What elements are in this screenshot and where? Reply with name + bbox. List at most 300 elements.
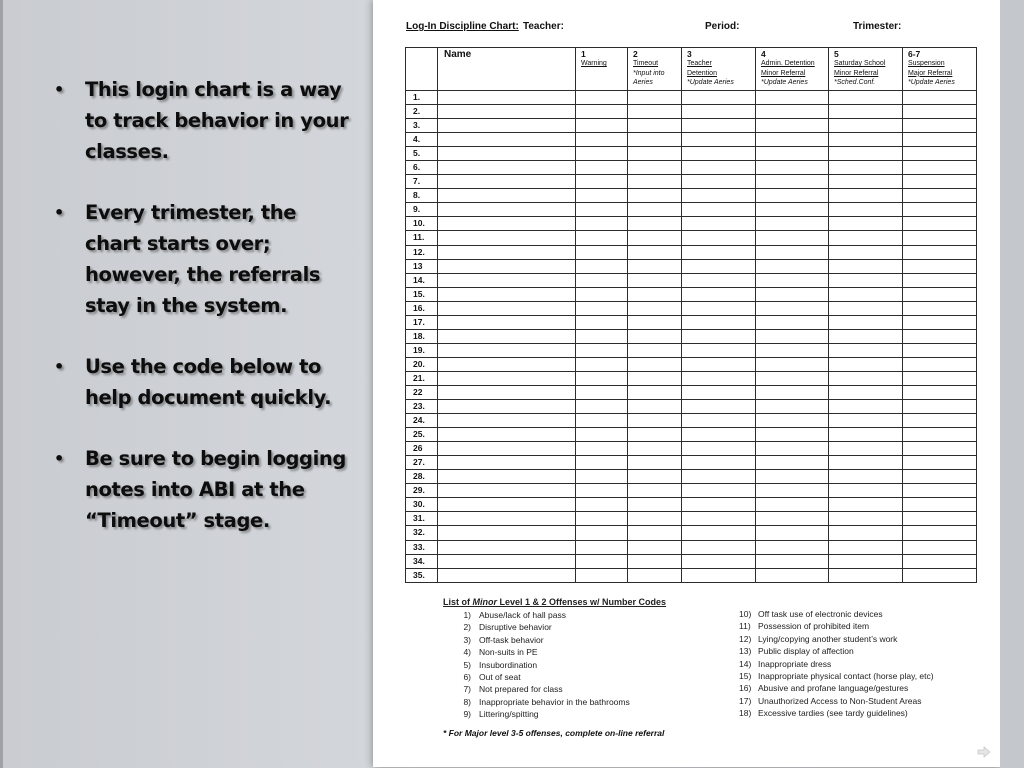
timeout-cell[interactable] [628, 498, 682, 512]
name-cell[interactable] [438, 301, 576, 315]
timeout-cell[interactable] [628, 456, 682, 470]
name-cell[interactable] [438, 259, 576, 273]
timeout-cell[interactable] [628, 442, 682, 456]
row-number-header [406, 48, 438, 91]
admin-detention-cell[interactable] [756, 484, 829, 498]
suspension-cell[interactable] [903, 217, 977, 231]
offense-text: Inappropriate dress [758, 658, 832, 669]
warning-cell[interactable] [576, 470, 628, 484]
saturday-school-cell[interactable] [829, 371, 903, 385]
teacher-detention-cell[interactable] [682, 526, 756, 540]
name-cell[interactable] [438, 456, 576, 470]
warning-cell[interactable] [576, 189, 628, 203]
admin-detention-cell[interactable] [756, 329, 829, 343]
name-cell[interactable] [438, 554, 576, 568]
suspension-cell[interactable] [903, 540, 977, 554]
admin-detention-cell[interactable] [756, 245, 829, 259]
table-row [406, 371, 977, 385]
row-number: 6. [406, 161, 438, 175]
admin-detention-cell[interactable] [756, 512, 829, 526]
offense-item [739, 608, 934, 620]
teacher-detention-cell[interactable] [682, 456, 756, 470]
name-cell[interactable] [438, 245, 576, 259]
column-level-number: 1 [581, 49, 586, 59]
teacher-detention-cell[interactable] [682, 428, 756, 442]
name-cell[interactable] [438, 133, 576, 147]
teacher-detention-cell[interactable] [682, 315, 756, 329]
timeout-cell[interactable] [628, 161, 682, 175]
warning-cell[interactable] [576, 245, 628, 259]
saturday-school-cell[interactable] [829, 554, 903, 568]
teacher-detention-cell[interactable] [682, 554, 756, 568]
offense-text: Off-task behavior [479, 634, 544, 645]
admin-detention-cell[interactable] [756, 470, 829, 484]
warning-cell[interactable] [576, 273, 628, 287]
name-cell[interactable] [438, 203, 576, 217]
offense-code: 17) [739, 695, 752, 706]
warning-cell[interactable] [576, 428, 628, 442]
row-number: 26 [406, 442, 438, 456]
timeout-cell[interactable] [628, 217, 682, 231]
warning-cell[interactable] [576, 147, 628, 161]
teacher-detention-cell[interactable] [682, 414, 756, 428]
warning-cell[interactable] [576, 371, 628, 385]
timeout-cell[interactable] [628, 554, 682, 568]
warning-cell[interactable] [576, 315, 628, 329]
row-number: 11. [406, 231, 438, 245]
suspension-cell[interactable] [903, 105, 977, 119]
name-column-header: Name [438, 48, 576, 91]
saturday-school-cell[interactable] [829, 512, 903, 526]
suspension-cell[interactable] [903, 357, 977, 371]
admin-detention-cell[interactable] [756, 287, 829, 301]
name-cell[interactable] [438, 231, 576, 245]
admin-detention-cell[interactable] [756, 105, 829, 119]
timeout-cell[interactable] [628, 147, 682, 161]
timeout-cell[interactable] [628, 512, 682, 526]
suspension-cell[interactable] [903, 484, 977, 498]
timeout-cell[interactable] [628, 568, 682, 582]
warning-cell[interactable] [576, 91, 628, 105]
name-cell[interactable] [438, 287, 576, 301]
teacher-detention-cell[interactable] [682, 470, 756, 484]
teacher-detention-cell[interactable] [682, 175, 756, 189]
saturday-school-cell[interactable] [829, 301, 903, 315]
row-number: 4. [406, 133, 438, 147]
saturday-school-cell[interactable] [829, 259, 903, 273]
saturday-school-cell[interactable] [829, 91, 903, 105]
warning-cell[interactable] [576, 512, 628, 526]
suspension-cell[interactable] [903, 371, 977, 385]
offense-item [739, 620, 934, 632]
teacher-detention-cell[interactable] [682, 400, 756, 414]
suspension-cell[interactable] [903, 301, 977, 315]
column-note: *Update Aeries [761, 79, 808, 86]
admin-detention-cell[interactable] [756, 259, 829, 273]
warning-cell[interactable] [576, 329, 628, 343]
admin-detention-cell[interactable] [756, 189, 829, 203]
suspension-cell[interactable] [903, 526, 977, 540]
saturday-school-cell[interactable] [829, 428, 903, 442]
suspension-cell[interactable] [903, 470, 977, 484]
offense-code: 7) [463, 684, 471, 695]
offense-code: 2) [463, 622, 471, 633]
timeout-cell[interactable] [628, 400, 682, 414]
suspension-cell[interactable] [903, 385, 977, 399]
window-edge-right [1000, 0, 1024, 768]
teacher-detention-cell[interactable] [682, 484, 756, 498]
suspension-cell[interactable] [903, 175, 977, 189]
table-row [406, 287, 977, 301]
admin-detention-cell[interactable] [756, 119, 829, 133]
timeout-cell[interactable] [628, 91, 682, 105]
saturday-school-cell[interactable] [829, 231, 903, 245]
timeout-cell[interactable] [628, 484, 682, 498]
teacher-detention-cell[interactable] [682, 568, 756, 582]
timeout-cell[interactable] [628, 428, 682, 442]
timeout-cell[interactable] [628, 357, 682, 371]
timeout-cell[interactable] [628, 371, 682, 385]
suspension-cell[interactable] [903, 133, 977, 147]
timeout-cell[interactable] [628, 245, 682, 259]
timeout-cell[interactable] [628, 259, 682, 273]
name-cell[interactable] [438, 512, 576, 526]
teacher-detention-cell[interactable] [682, 512, 756, 526]
suspension-cell[interactable] [903, 203, 977, 217]
suspension-cell[interactable] [903, 189, 977, 203]
teacher-detention-cell[interactable] [682, 217, 756, 231]
admin-detention-cell[interactable] [756, 217, 829, 231]
admin-detention-cell[interactable] [756, 315, 829, 329]
warning-cell[interactable] [576, 119, 628, 133]
timeout-cell[interactable] [628, 343, 682, 357]
warning-cell[interactable] [576, 540, 628, 554]
table-row [406, 329, 977, 343]
teacher-detention-cell[interactable] [682, 343, 756, 357]
teacher-detention-cell[interactable] [682, 540, 756, 554]
admin-detention-cell[interactable] [756, 147, 829, 161]
table-row [406, 203, 977, 217]
offense-text: Inappropriate behavior in the bathrooms [479, 696, 630, 707]
warning-cell[interactable] [576, 203, 628, 217]
table-row [406, 175, 977, 189]
teacher-detention-cell[interactable] [682, 498, 756, 512]
warning-cell[interactable] [576, 133, 628, 147]
saturday-school-cell[interactable] [829, 203, 903, 217]
saturday-school-cell[interactable] [829, 568, 903, 582]
offense-text: Abusive and profane language/gestures [758, 683, 909, 694]
suspension-cell[interactable] [903, 400, 977, 414]
timeout-cell[interactable] [628, 119, 682, 133]
saturday-school-cell[interactable] [829, 357, 903, 371]
teacher-detention-cell[interactable] [682, 133, 756, 147]
saturday-school-cell[interactable] [829, 147, 903, 161]
teacher-detention-cell[interactable] [682, 357, 756, 371]
row-number: 30. [406, 498, 438, 512]
table-row [406, 456, 977, 470]
saturday-school-cell[interactable] [829, 329, 903, 343]
next-slide-arrow-icon[interactable] [977, 745, 991, 757]
admin-detention-cell[interactable] [756, 175, 829, 189]
saturday-school-cell[interactable] [829, 414, 903, 428]
saturday-school-cell[interactable] [829, 175, 903, 189]
offense-item [739, 645, 934, 657]
suspension-cell[interactable] [903, 442, 977, 456]
name-cell[interactable] [438, 147, 576, 161]
timeout-cell[interactable] [628, 203, 682, 217]
row-number: 16. [406, 301, 438, 315]
name-cell[interactable] [438, 105, 576, 119]
saturday-school-cell[interactable] [829, 273, 903, 287]
teacher-detention-cell[interactable] [682, 105, 756, 119]
suspension-cell[interactable] [903, 259, 977, 273]
suspension-cell[interactable] [903, 568, 977, 582]
row-number: 29. [406, 484, 438, 498]
teacher-detention-cell[interactable] [682, 371, 756, 385]
suspension-cell[interactable] [903, 343, 977, 357]
name-cell[interactable] [438, 540, 576, 554]
timeout-cell[interactable] [628, 133, 682, 147]
name-cell[interactable] [438, 217, 576, 231]
suspension-cell[interactable] [903, 512, 977, 526]
name-cell[interactable] [438, 498, 576, 512]
offense-text: Out of seat [479, 672, 521, 683]
saturday-school-cell[interactable] [829, 484, 903, 498]
teacher-detention-cell[interactable] [682, 259, 756, 273]
name-cell[interactable] [438, 470, 576, 484]
saturday-school-cell[interactable] [829, 217, 903, 231]
warning-cell[interactable] [576, 400, 628, 414]
saturday-school-cell[interactable] [829, 119, 903, 133]
suspension-cell[interactable] [903, 329, 977, 343]
row-number: 10. [406, 217, 438, 231]
admin-detention-cell[interactable] [756, 203, 829, 217]
timeout-cell[interactable] [628, 189, 682, 203]
warning-cell[interactable] [576, 568, 628, 582]
admin-detention-cell[interactable] [756, 498, 829, 512]
saturday-school-cell[interactable] [829, 315, 903, 329]
warning-cell[interactable] [576, 498, 628, 512]
warning-cell[interactable] [576, 217, 628, 231]
suspension-cell[interactable] [903, 161, 977, 175]
table-row [406, 385, 977, 399]
saturday-school-cell[interactable] [829, 498, 903, 512]
name-cell[interactable] [438, 442, 576, 456]
name-cell[interactable] [438, 428, 576, 442]
name-cell[interactable] [438, 175, 576, 189]
admin-detention-cell[interactable] [756, 568, 829, 582]
warning-cell[interactable] [576, 287, 628, 301]
bullet-text: This login chart is a way to track behavior in your classes. [85, 78, 349, 163]
period-label: Period: [705, 21, 740, 32]
admin-detention-cell[interactable] [756, 540, 829, 554]
name-cell[interactable] [438, 329, 576, 343]
saturday-school-cell[interactable] [829, 456, 903, 470]
teacher-detention-cell[interactable] [682, 442, 756, 456]
warning-cell[interactable] [576, 343, 628, 357]
name-cell[interactable] [438, 315, 576, 329]
saturday-school-cell[interactable] [829, 245, 903, 259]
admin-detention-cell[interactable] [756, 371, 829, 385]
suspension-cell[interactable] [903, 287, 977, 301]
name-cell[interactable] [438, 161, 576, 175]
saturday-school-cell[interactable] [829, 343, 903, 357]
saturday-school-cell[interactable] [829, 287, 903, 301]
name-cell[interactable] [438, 91, 576, 105]
name-cell[interactable] [438, 273, 576, 287]
name-cell[interactable] [438, 414, 576, 428]
suspension-cell[interactable] [903, 91, 977, 105]
column-note: *Update Aeries [908, 79, 955, 86]
offense-item [443, 609, 666, 621]
offense-item [443, 646, 666, 658]
bullet-icon: • [54, 449, 64, 468]
warning-cell[interactable] [576, 231, 628, 245]
suspension-cell[interactable] [903, 147, 977, 161]
saturday-school-cell[interactable] [829, 105, 903, 119]
table-row [406, 442, 977, 456]
admin-detention-cell[interactable] [756, 414, 829, 428]
suspension-cell[interactable] [903, 456, 977, 470]
name-cell[interactable] [438, 189, 576, 203]
warning-cell[interactable] [576, 301, 628, 315]
warning-cell[interactable] [576, 161, 628, 175]
saturday-school-cell[interactable] [829, 133, 903, 147]
name-cell[interactable] [438, 568, 576, 582]
warning-cell[interactable] [576, 414, 628, 428]
saturday-school-cell[interactable] [829, 526, 903, 540]
suspension-cell[interactable] [903, 498, 977, 512]
saturday-school-cell[interactable] [829, 400, 903, 414]
teacher-detention-cell[interactable] [682, 245, 756, 259]
admin-detention-cell[interactable] [756, 301, 829, 315]
timeout-cell[interactable] [628, 315, 682, 329]
teacher-detention-cell[interactable] [682, 119, 756, 133]
timeout-cell[interactable] [628, 105, 682, 119]
admin-detention-cell[interactable] [756, 442, 829, 456]
teacher-detention-cell[interactable] [682, 91, 756, 105]
admin-detention-cell[interactable] [756, 273, 829, 287]
suspension-cell[interactable] [903, 119, 977, 133]
table-row [406, 554, 977, 568]
name-cell[interactable] [438, 484, 576, 498]
saturday-school-cell[interactable] [829, 161, 903, 175]
teacher-detention-cell[interactable] [682, 287, 756, 301]
admin-detention-cell[interactable] [756, 456, 829, 470]
timeout-cell[interactable] [628, 175, 682, 189]
timeout-cell[interactable] [628, 470, 682, 484]
warning-cell[interactable] [576, 357, 628, 371]
warning-cell[interactable] [576, 442, 628, 456]
warning-cell[interactable] [576, 385, 628, 399]
suspension-cell[interactable] [903, 273, 977, 287]
offense-text: Insubordination [479, 659, 538, 670]
name-cell[interactable] [438, 371, 576, 385]
offense-item [443, 696, 666, 708]
admin-detention-cell[interactable] [756, 343, 829, 357]
name-cell[interactable] [438, 385, 576, 399]
warning-cell[interactable] [576, 175, 628, 189]
suspension-cell[interactable] [903, 315, 977, 329]
timeout-cell[interactable] [628, 231, 682, 245]
offense-code: 4) [463, 647, 471, 658]
teacher-detention-cell[interactable] [682, 147, 756, 161]
timeout-cell[interactable] [628, 301, 682, 315]
offense-text: Possession of prohibited item [758, 621, 870, 632]
offense-item [443, 634, 666, 646]
saturday-school-cell[interactable] [829, 470, 903, 484]
admin-detention-cell[interactable] [756, 428, 829, 442]
suspension-cell[interactable] [903, 554, 977, 568]
admin-detention-cell[interactable] [756, 231, 829, 245]
admin-detention-cell[interactable] [756, 385, 829, 399]
timeout-cell[interactable] [628, 385, 682, 399]
warning-cell[interactable] [576, 484, 628, 498]
offense-text: Non-suits in PE [479, 647, 538, 658]
name-cell[interactable] [438, 357, 576, 371]
timeout-cell[interactable] [628, 526, 682, 540]
title-italic: Minor [472, 597, 497, 607]
timeout-cell[interactable] [628, 287, 682, 301]
timeout-cell[interactable] [628, 414, 682, 428]
name-cell[interactable] [438, 400, 576, 414]
saturday-school-cell[interactable] [829, 540, 903, 554]
suspension-cell[interactable] [903, 428, 977, 442]
teacher-detention-cell[interactable] [682, 161, 756, 175]
timeout-cell[interactable] [628, 540, 682, 554]
teacher-detention-cell[interactable] [682, 203, 756, 217]
teacher-detention-cell[interactable] [682, 329, 756, 343]
teacher-detention-cell[interactable] [682, 273, 756, 287]
teacher-detention-cell[interactable] [682, 231, 756, 245]
name-cell[interactable] [438, 119, 576, 133]
warning-cell[interactable] [576, 526, 628, 540]
saturday-school-cell[interactable] [829, 189, 903, 203]
column-label: Saturday School [834, 60, 886, 67]
teacher-detention-cell[interactable] [682, 189, 756, 203]
timeout-cell[interactable] [628, 273, 682, 287]
column-note: *Sched.Conf. [834, 79, 876, 86]
bullet-text: Be sure to begin logging notes into ABI at the “Timeout” stage. [85, 447, 346, 532]
teacher-detention-cell[interactable] [682, 385, 756, 399]
timeout-cell[interactable] [628, 329, 682, 343]
admin-detention-cell[interactable] [756, 400, 829, 414]
suspension-cell[interactable] [903, 231, 977, 245]
bullet-text: Every trimester, the chart starts over; however, the referrals stay in the system. [85, 201, 321, 317]
saturday-school-cell[interactable] [829, 442, 903, 456]
name-cell[interactable] [438, 526, 576, 540]
name-cell[interactable] [438, 343, 576, 357]
admin-detention-cell[interactable] [756, 91, 829, 105]
warning-cell[interactable] [576, 259, 628, 273]
warning-cell[interactable] [576, 554, 628, 568]
admin-detention-cell[interactable] [756, 554, 829, 568]
admin-detention-cell[interactable] [756, 357, 829, 371]
saturday-school-cell[interactable] [829, 385, 903, 399]
column-label-line2: Minor Referral [834, 69, 879, 77]
suspension-cell[interactable] [903, 414, 977, 428]
teacher-detention-cell[interactable] [682, 301, 756, 315]
warning-cell[interactable] [576, 105, 628, 119]
admin-detention-cell[interactable] [756, 161, 829, 175]
row-number: 21. [406, 371, 438, 385]
suspension-cell[interactable] [903, 245, 977, 259]
admin-detention-cell[interactable] [756, 526, 829, 540]
table-row [406, 217, 977, 231]
bullet-item [54, 351, 354, 413]
admin-detention-cell[interactable] [756, 133, 829, 147]
warning-cell[interactable] [576, 456, 628, 470]
